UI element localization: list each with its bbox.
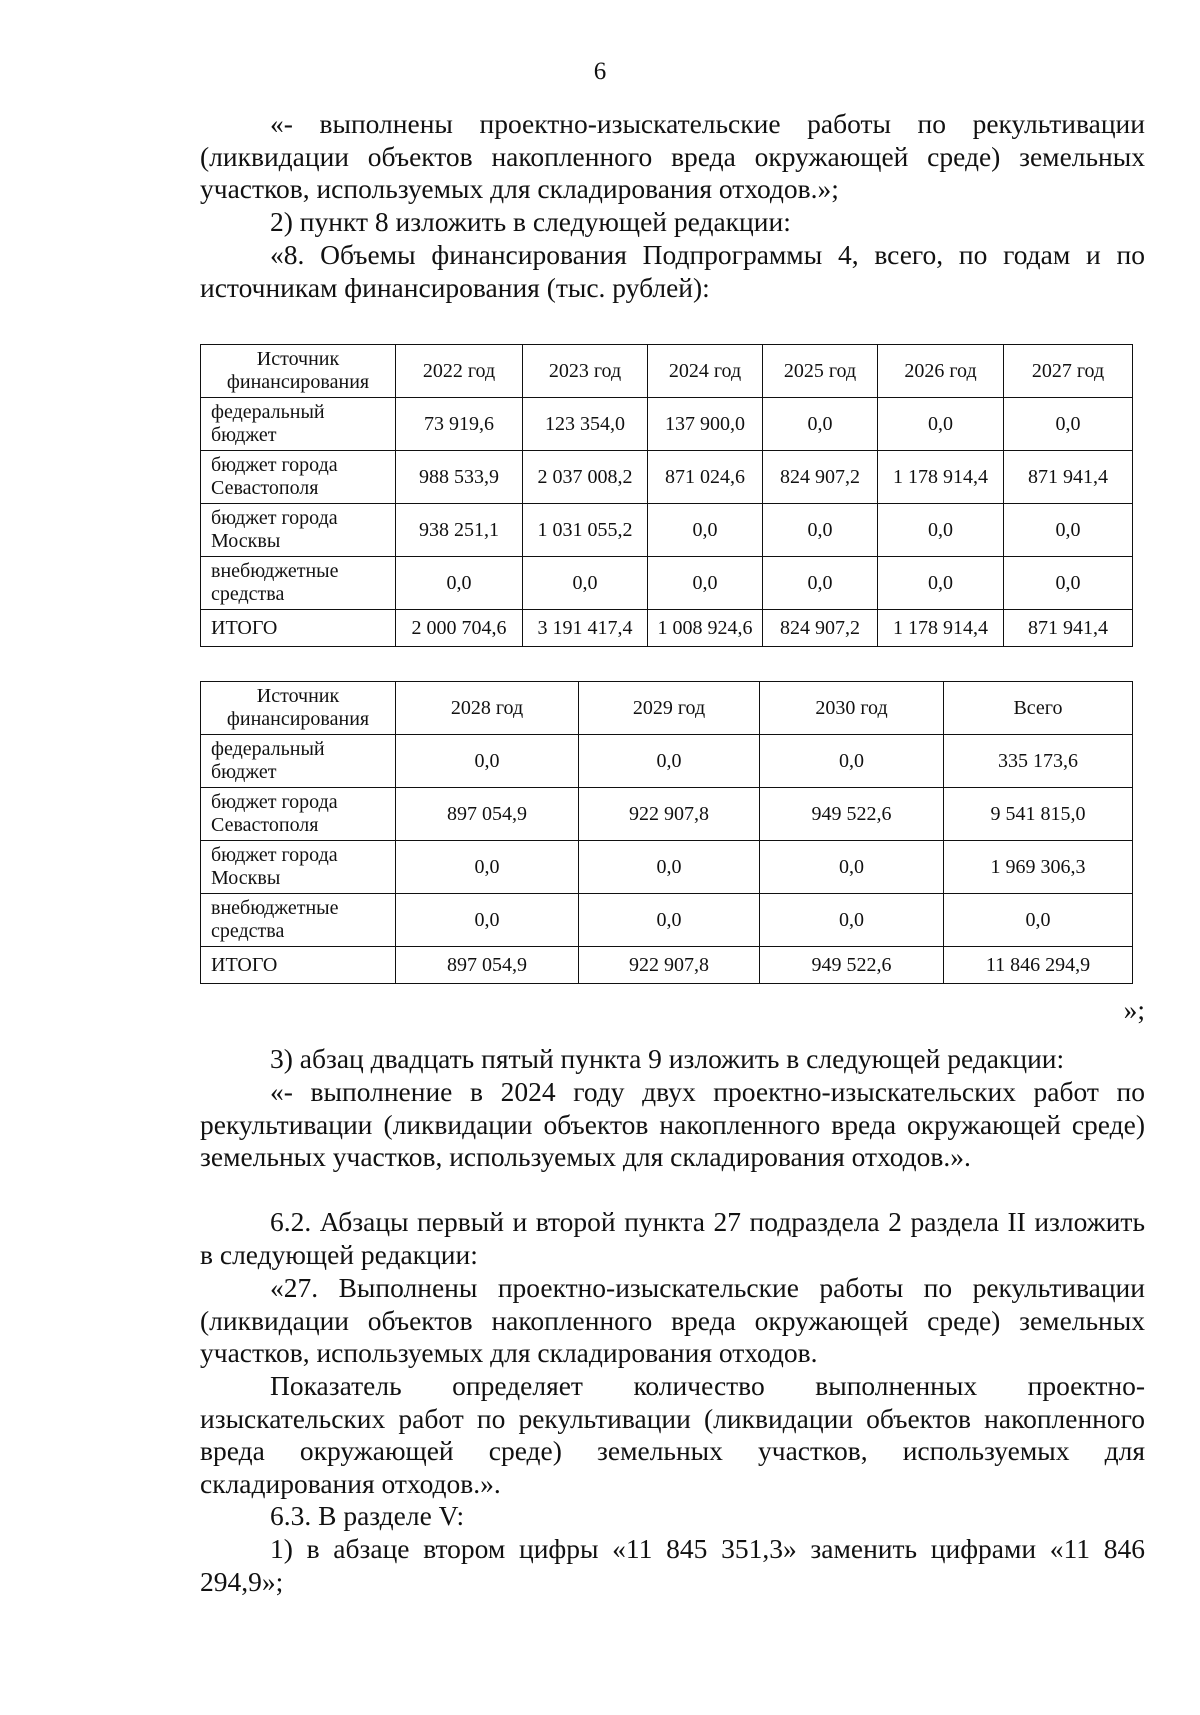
table-cell: 871 941,4 [1004, 451, 1133, 504]
paragraph-funding-volumes: «8. Объемы финансирования Подпрограммы 4, всего, по годам и по источникам финансирования (тыс. рублей): [200, 239, 1145, 303]
table-cell: 0,0 [396, 735, 579, 788]
table-cell: 0,0 [648, 504, 763, 557]
table-cell: 0,0 [1004, 398, 1133, 451]
table-cell: 1 178 914,4 [878, 451, 1004, 504]
header-year: 2027 год [1004, 345, 1133, 398]
table-cell: 0,0 [579, 841, 760, 894]
table-header-row [201, 682, 1133, 735]
page-number: 6 [593, 58, 607, 85]
table-cell: 0,0 [760, 735, 944, 788]
table-row [201, 894, 1133, 947]
header-year: 2024 год [648, 345, 763, 398]
table-cell: 123 354,0 [523, 398, 648, 451]
table-cell: 0,0 [579, 735, 760, 788]
table-cell: 137 900,0 [648, 398, 763, 451]
table-cell: 871 941,4 [1004, 610, 1133, 647]
table-cell: 0,0 [1004, 557, 1133, 610]
table-cell: 0,0 [1004, 504, 1133, 557]
header-year: 2030 год [760, 682, 944, 735]
table-cell: 949 522,6 [760, 788, 944, 841]
table-header-row [201, 345, 1133, 398]
row-source-label: бюджет города Севастополя [201, 788, 396, 841]
table-cell: 897 054,9 [396, 947, 579, 984]
table-closing-quote: »; [1123, 994, 1145, 1025]
row-source-label: федеральный бюджет [201, 735, 396, 788]
table-cell: 0,0 [523, 557, 648, 610]
header-year: 2025 год [763, 345, 878, 398]
table-row [201, 735, 1133, 788]
paragraph-item-9: 3) абзац двадцать пятый пункта 9 изложить в следующей редакции: [270, 1043, 1065, 1074]
paragraph-section-6-2: 6.2. Абзацы первый и второй пункта 27 подраздела 2 раздела II изложить в следующей редакции: [200, 1206, 1145, 1270]
table-cell: 897 054,9 [396, 788, 579, 841]
row-source-label: федеральный бюджет [201, 398, 396, 451]
table-cell: 0,0 [396, 894, 579, 947]
row-source-label: внебюджетные средства [201, 557, 396, 610]
header-year: 2029 год [579, 682, 760, 735]
table-cell: 871 024,6 [648, 451, 763, 504]
header-year: 2022 год [396, 345, 523, 398]
row-source-label: внебюджетные средства [201, 894, 396, 947]
table-cell: 988 533,9 [396, 451, 523, 504]
table-cell: 11 846 294,9 [944, 947, 1133, 984]
table-cell: 0,0 [648, 557, 763, 610]
table-cell: 1 008 924,6 [648, 610, 763, 647]
table-cell: 1 178 914,4 [878, 610, 1004, 647]
funding-table-2022-2027 [200, 344, 1133, 647]
header-source: Источник финансирования [201, 345, 396, 398]
table-cell: 0,0 [763, 504, 878, 557]
table-cell: 938 251,1 [396, 504, 523, 557]
paragraph-replace-figures: 1) в абзаце втором цифры «11 845 351,3» заменить цифрами «11 846 294,9»; [200, 1533, 1145, 1597]
paragraph-item-27: «27. Выполнены проектно-изыскательские работы по рекультивации (ликвидации объектов накопленного вреда окружающей среде) земельных участков, используемых для складирования отходов. [200, 1272, 1145, 1368]
table-cell: 922 907,8 [579, 788, 760, 841]
table-row [201, 398, 1133, 451]
table-row [201, 788, 1133, 841]
table-cell: 0,0 [878, 504, 1004, 557]
table-row [201, 841, 1133, 894]
table-cell: 0,0 [763, 557, 878, 610]
paragraph-indicator: Показатель определяет количество выполненных проектно-изыскательских работ по рекультивации (ликвидации объектов накопленного вреда окружающей среде) земельных участков, используемых для складирования отходов.». [200, 1370, 1145, 1499]
table-cell: 73 919,6 [396, 398, 523, 451]
row-source-label: бюджет города Севастополя [201, 451, 396, 504]
table-cell: 3 191 417,4 [523, 610, 648, 647]
table-cell: 0,0 [396, 557, 523, 610]
table-cell: 0,0 [396, 841, 579, 894]
table-cell: 0,0 [760, 841, 944, 894]
paragraph-section-6-3: 6.3. В разделе V: [270, 1500, 465, 1531]
header-year: 2026 год [878, 345, 1004, 398]
paragraph-completed-works: «- выполнены проектно-изыскательские работы по рекультивации (ликвидации объектов накопленного вреда окружающей среде) земельных участков, используемых для складирования отходов.»; [200, 108, 1145, 204]
table-cell: 922 907,8 [579, 947, 760, 984]
row-source-label: бюджет города Москвы [201, 504, 396, 557]
table-total-row [201, 610, 1133, 647]
table-cell: 0,0 [944, 894, 1133, 947]
table-cell: 335 173,6 [944, 735, 1133, 788]
row-total-label: ИТОГО [201, 610, 396, 647]
row-source-label: бюджет города Москвы [201, 841, 396, 894]
table-cell: 0,0 [760, 894, 944, 947]
table-cell: 824 907,2 [763, 451, 878, 504]
table-row [201, 504, 1133, 557]
table-row [201, 451, 1133, 504]
table-cell: 0,0 [579, 894, 760, 947]
paragraph-two-works-2024: «- выполнение в 2024 году двух проектно-изыскательских работ по рекультивации (ликвидации объектов накопленного вреда окружающей среде) земельных участков, используемых для складирования отходов.». [200, 1076, 1145, 1172]
paragraph-item-8-heading: 2) пункт 8 изложить в следующей редакции: [270, 206, 791, 237]
table-cell: 0,0 [763, 398, 878, 451]
table-cell: 1 031 055,2 [523, 504, 648, 557]
table-cell: 2 000 704,6 [396, 610, 523, 647]
table-cell: 2 037 008,2 [523, 451, 648, 504]
table-cell: 824 907,2 [763, 610, 878, 647]
header-total: Всего [944, 682, 1133, 735]
table-total-row [201, 947, 1133, 984]
row-total-label: ИТОГО [201, 947, 396, 984]
table-cell: 9 541 815,0 [944, 788, 1133, 841]
table-cell: 949 522,6 [760, 947, 944, 984]
funding-table-2028-2030 [200, 681, 1133, 984]
table-cell: 0,0 [878, 398, 1004, 451]
table-cell: 0,0 [878, 557, 1004, 610]
header-year: 2028 год [396, 682, 579, 735]
table-row [201, 557, 1133, 610]
table-cell: 1 969 306,3 [944, 841, 1133, 894]
header-year: 2023 год [523, 345, 648, 398]
header-source: Источник финансирования [201, 682, 396, 735]
